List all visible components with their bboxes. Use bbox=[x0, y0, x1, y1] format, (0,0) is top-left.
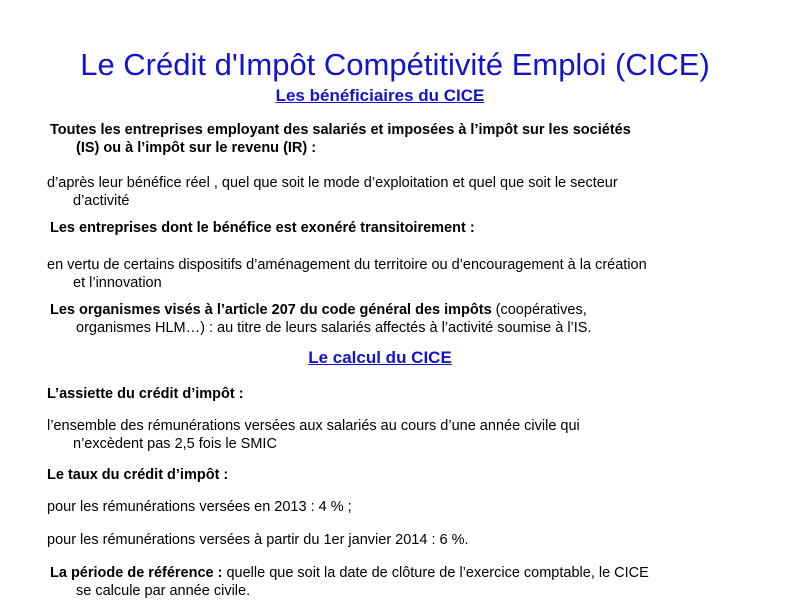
heading-calcul: Le calcul du CICE bbox=[308, 348, 452, 367]
paragraph-line: et l’innovation bbox=[73, 275, 162, 291]
paragraph-line: (IS) ou à l’impôt sur le revenu (IR) : bbox=[76, 140, 317, 156]
paragraph-assiette bbox=[47, 417, 747, 453]
paragraph-line: l’ensemble des rémunérations versées aux salariés au cours d’une année civile qui bbox=[47, 418, 580, 434]
paragraph-periode bbox=[50, 564, 750, 600]
paragraph-line: d’activité bbox=[73, 193, 130, 209]
paragraph-entreprises-salaries bbox=[50, 121, 750, 157]
paragraph-line: d’après leur bénéfice réel , quel que soit le mode d’exploitation et quel que soit le secteur bbox=[47, 175, 618, 191]
paragraph-taux-2014: pour les rémunérations versées à partir du 1er janvier 2014 : 6 %. bbox=[47, 532, 469, 548]
paragraph-line: Les entreprises dont le bénéfice est exonéré transitoirement : bbox=[50, 220, 475, 236]
slide-title: Le Crédit d'Impôt Compétitivité Emploi (CICE) bbox=[80, 47, 710, 82]
paragraph-dispositifs bbox=[47, 256, 747, 292]
paragraph-line: en vertu de certains dispositifs d’aménagement du territoire ou d’encouragement à la création bbox=[47, 257, 647, 273]
label-assiette: L’assiette du crédit d’impôt : bbox=[47, 386, 244, 402]
paragraph-benefice-exonere bbox=[50, 219, 750, 237]
paragraph-text: quelle que soit la date de clôture de l’exercice comptable, le CICE bbox=[222, 565, 649, 581]
paragraph-line: n’excèdent pas 2,5 fois le SMIC bbox=[73, 436, 277, 452]
paragraph-line: Toutes les entreprises employant des salariés et imposées à l’impôt sur les sociétés bbox=[50, 122, 631, 138]
paragraph-bold-text: Les organismes visés à l’article 207 du code général des impôts bbox=[50, 302, 492, 318]
heading-beneficiaires: Les bénéficiaires du CICE bbox=[275, 86, 485, 105]
paragraph-bold-text: La période de référence : bbox=[50, 565, 223, 581]
paragraph-line: organismes HLM…) : au titre de leurs salariés affectés à l’activité soumise à l’IS. bbox=[76, 320, 592, 336]
paragraph-taux-2013: pour les rémunérations versées en 2013 : 4 % ; bbox=[47, 499, 352, 515]
paragraph-text: (coopératives, bbox=[491, 302, 587, 318]
paragraph-organismes bbox=[50, 301, 750, 337]
label-taux: Le taux du crédit d’impôt : bbox=[47, 467, 229, 483]
paragraph-line: se calcule par année civile. bbox=[76, 583, 251, 599]
paragraph-benefice-reel bbox=[47, 174, 747, 210]
